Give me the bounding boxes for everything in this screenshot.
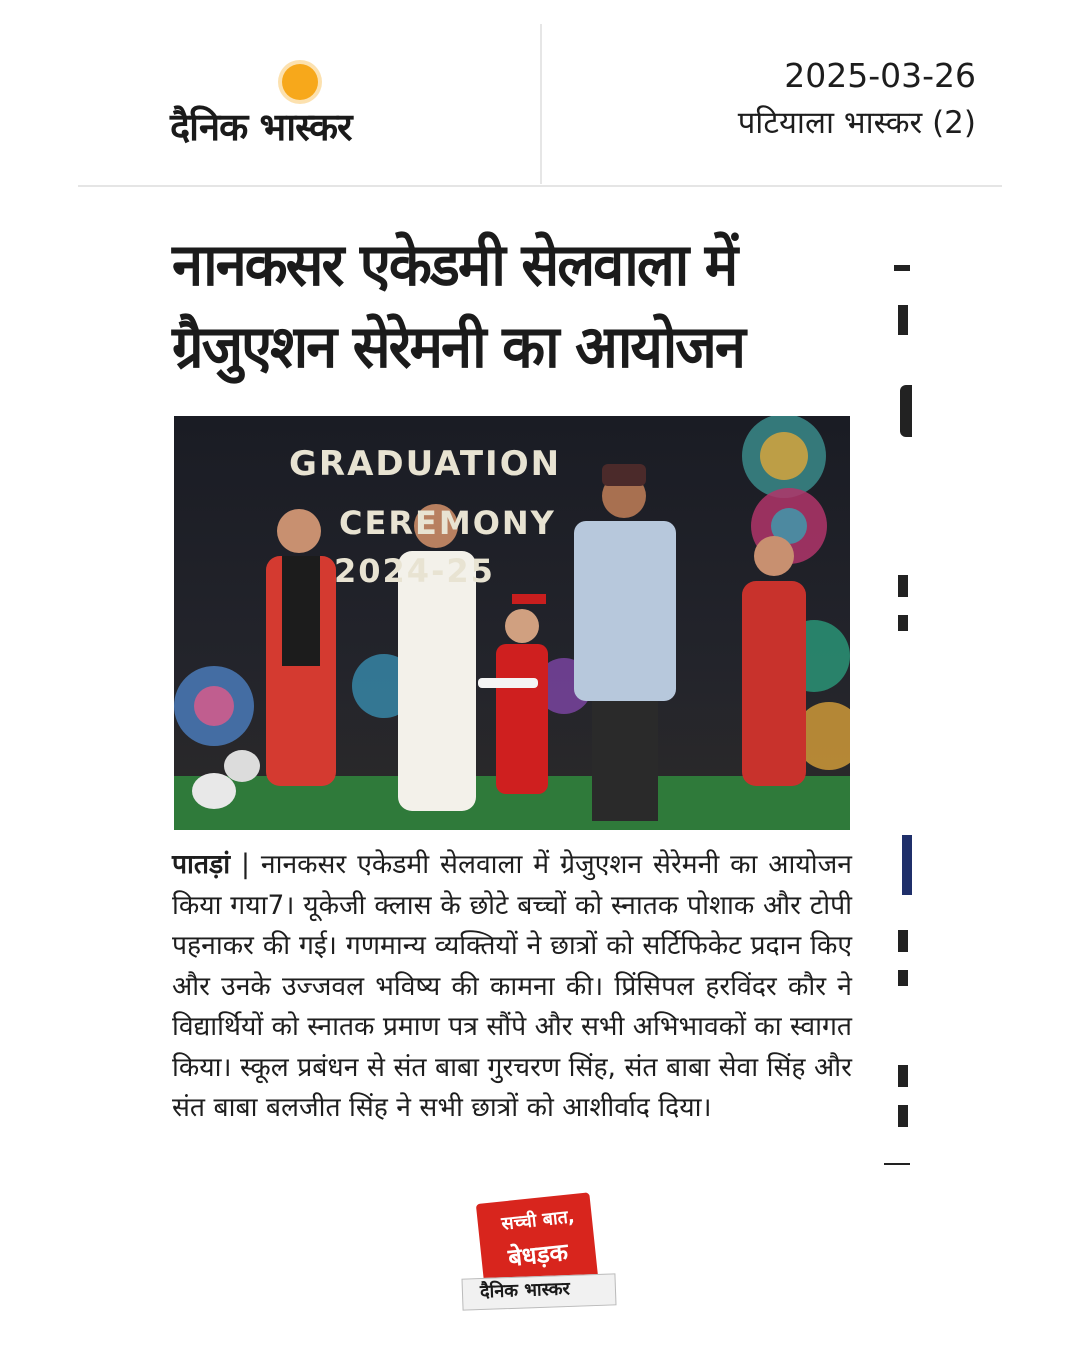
edge-fragment: [902, 835, 912, 895]
edge-fragment: [898, 1105, 908, 1127]
edge-fragment: [898, 970, 908, 986]
publish-date: 2025-03-26: [784, 56, 976, 95]
footer-badge: [462, 1198, 614, 1318]
edge-fragment: [884, 1163, 910, 1165]
page-header: [78, 0, 1002, 187]
news-clipping: [172, 225, 862, 1175]
edge-fragment: [894, 265, 910, 271]
badge-slogan-line-1: सच्ची बात,: [500, 1206, 576, 1235]
headline-line-2: ग्रैजुएशन सेरेमनी का आयोजन: [172, 313, 744, 382]
article-photo: [174, 416, 850, 830]
photo-banner-line-3: 2024-25: [334, 552, 495, 590]
badge-slogan-line-2: बेधड़क: [506, 1237, 570, 1273]
article-headline: [172, 225, 862, 389]
edge-fragment: [898, 575, 908, 597]
photo-banner-line-1: GRADUATION: [289, 444, 562, 484]
edition-name: पटियाला भास्कर (2): [737, 105, 976, 141]
header-divider: [540, 24, 542, 184]
edge-fragment: [900, 385, 912, 437]
article-dateline: पातड़ां: [172, 849, 231, 880]
edition-meta: [738, 56, 976, 146]
badge-paper-name: दैनिक भास्कर: [479, 1278, 571, 1303]
article-body-text: नानकसर एकेडमी सेलवाला में ग्रेजुएशन सेरेमनी का आयोजन किया गया7। यूकेजी क्लास के छोटे बच्चों को स्नातक पोशाक और टोपी पहनाकर की गई। गणमान्य व्यक्तियों ने छात्रों को सर्टिफिकेट प्रदान किए और उनके उज्जवल भविष्य की कामना की। प्रिंसिपल हरविंदर कौर ने विद्यार्थियों को स्नातक प्रमाण पत्र सौंपे और सभी अभिभावकों का स्वागत किया। स्कूल प्रबंधन से संत बाबा गुरचरण सिंह, संत बाबा सेवा सिंह और संत बाबा बलजीत सिंह ने सभी छात्रों को आशीर्वाद दिया।: [172, 849, 852, 1123]
edge-fragment: [898, 615, 908, 631]
adjacent-article-edge: [880, 225, 912, 1185]
article-body: पातड़ां | नानकसर एकेडमी सेलवाला में ग्रेजुएशन सेरेमनी का आयोजन किया गया7। यूकेजी क्लास के छोटे बच्चों को स्नातक पोशाक और टोपी पहनाकर की गई। गणमान्य व्यक्तियों ने छात्रों को सर्टिफिकेट प्रदान किए और उनके उज्जवल भविष्य की कामना की। प्रिंसिपल हरविंदर कौर ने विद्यार्थियों को स्नातक प्रमाण पत्र सौंपे और सभी अभिभावकों का स्वागत किया। स्कूल प्रबंधन से संत बाबा गुरचरण सिंह, संत बाबा सेवा सिंह और संत बाबा बलजीत सिंह ने सभी छात्रों को आशीर्वाद दिया।: [172, 849, 852, 1123]
edge-fragment: [898, 305, 908, 335]
sun-icon: [282, 64, 318, 100]
photo-banner-line-2: CEREMONY: [339, 504, 556, 542]
headline-line-1: नानकसर एकेडमी सेलवाला में: [172, 231, 737, 300]
brand-logo: [170, 56, 450, 156]
edge-fragment: [898, 1065, 908, 1087]
edge-fragment: [898, 930, 908, 952]
brand-name: दैनिक भास्कर: [170, 104, 352, 149]
